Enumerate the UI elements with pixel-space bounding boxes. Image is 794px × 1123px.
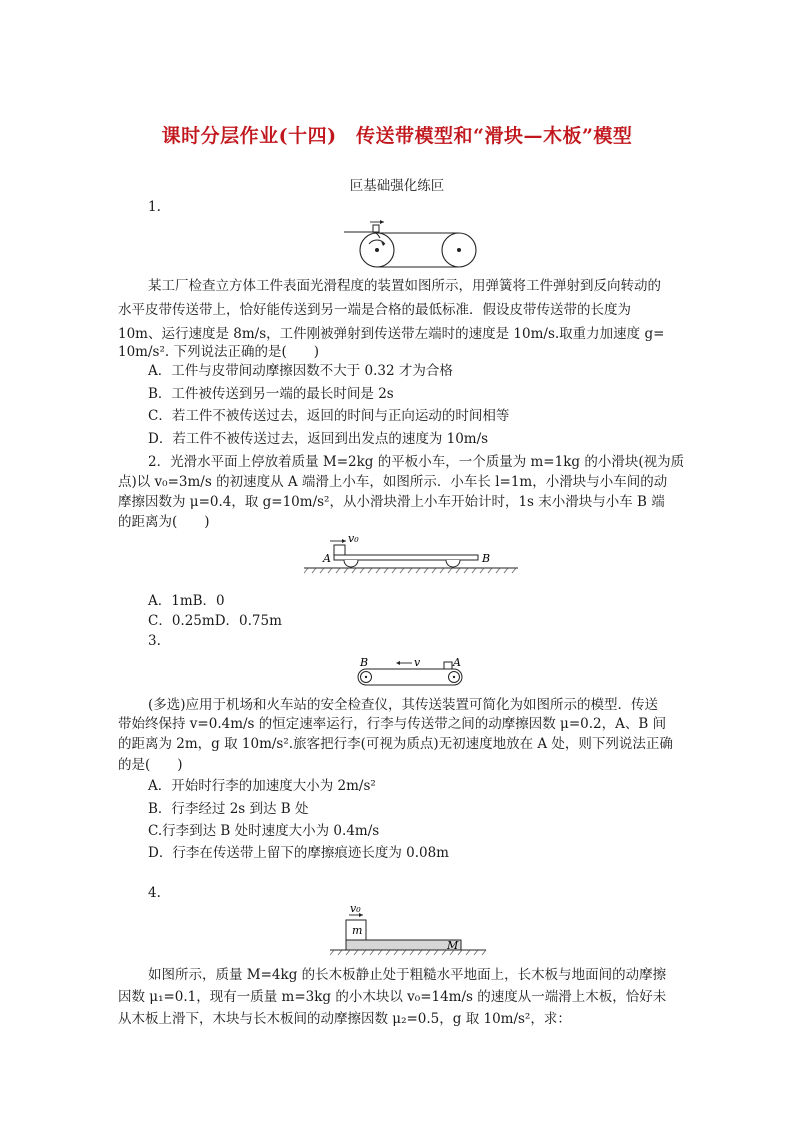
question-3-line-3: 的距离为 2m，g 取 10m/s².旅客把行李(可视为质点)无初速度地放在 A 处，则下列说法正确 xyxy=(118,736,673,752)
question-1-line-1: 某工厂检查立方体工件表面光滑程度的装置如图所示，用弹簧将工件弹射到反向转动的 xyxy=(148,278,661,294)
end-a-label: A xyxy=(323,552,331,565)
conveyor-belt-figure xyxy=(340,218,480,270)
question-3-option-d: D．行李在传送带上留下的摩擦痕迹长度为 0.08m xyxy=(148,845,449,861)
question-1-line-2: 水平皮带传送带上，恰好能传送到另一端是合格的最低标准．假设皮带传送带的长度为 xyxy=(118,302,631,318)
page-title: 课时分层作业(十四) 传送带模型和“滑块—木板”模型 xyxy=(161,125,633,147)
question-3-line-2: 带始终保持 v=0.4m/s 的恒定速率运行，行李与传送带之间的动摩擦因数 μ=0.2，A、B 间 xyxy=(118,716,667,732)
plate-cart-figure xyxy=(304,532,522,580)
question-2-line-4: 的距离为( ) xyxy=(118,514,210,530)
question-2-line-3: 摩擦因数为 μ=0.4，取 g=10m/s²，从小滑块滑上小车开始计时，1s 末小滑块与小车 B 端 xyxy=(118,494,665,510)
question-2-line-2: 点)以 v₀=3m/s 的初速度从 A 端滑上小车，如图所示．小车长 l=1m，小滑块与小车间的动 xyxy=(118,474,668,490)
velocity-label: v₀ xyxy=(350,902,361,915)
question-1-option-a: A．工件与皮带间动摩擦因数不大于 0.32 才为合格 xyxy=(148,363,453,379)
end-a-label: A xyxy=(453,656,461,669)
question-2-options-ab: A．1mB．0 xyxy=(148,593,225,609)
security-conveyor-figure xyxy=(352,654,468,690)
question-4-line-1: 如图所示，质量 M=4kg 的长木板静止处于粗糙水平地面上，长木板与地面间的动摩擦 xyxy=(148,967,667,983)
question-2-line-1: 2．光滑水平面上停放着质量 M=2kg 的平板小车，一个质量为 m=1kg 的小滑块(视为质 xyxy=(148,454,685,470)
section-heading: 叵基础强化练叵 xyxy=(349,178,445,194)
question-1-number: 1. xyxy=(148,199,161,215)
question-3-number: 3. xyxy=(148,633,161,649)
question-3-option-c: C.行李到达 B 处时速度大小为 0.4m/s xyxy=(148,823,380,839)
velocity-label: v xyxy=(414,656,421,669)
end-b-label: B xyxy=(360,656,369,669)
question-4-number: 4. xyxy=(148,885,161,901)
velocity-label: v₀ xyxy=(348,532,359,545)
question-1-option-d: D．若工件不被传送过去，返回到出发点的速度为 10m/s xyxy=(148,431,489,447)
question-3-option-a: A．开始时行李的加速度大小为 2m/s² xyxy=(148,778,376,794)
question-1-option-b: B．工件被传送到另一端的最长时间是 2s xyxy=(148,386,394,402)
question-1-line-3: 10m、运行速度是 8m/s，工件刚被弹射到传送带左端时的速度是 10m/s.取重力加速度 g= xyxy=(118,326,665,342)
end-b-label: B xyxy=(482,552,491,565)
question-3-line-4: 的是( ) xyxy=(118,757,183,773)
question-4-line-3: 从木板上滑下，木块与长木板间的动摩擦因数 μ₂=0.5，g 取 10m/s²，求： xyxy=(118,1011,571,1027)
question-2-options-cd: C．0.25mD．0.75m xyxy=(148,613,282,629)
question-1-line-4: 10m/s². 下列说法正确的是( ) xyxy=(118,344,319,360)
question-3-line-1: (多选)应用于机场和火车站的安全检查仪，其传送装置可简化为如图所示的模型．传送 xyxy=(148,697,659,713)
block-mass-label: m xyxy=(352,924,363,937)
question-3-option-b: B．行李经过 2s 到达 B 处 xyxy=(148,801,309,817)
question-1-option-c: C．若工件不被传送过去，返回的时间与正向运动的时间相等 xyxy=(148,408,510,424)
block-board-figure xyxy=(330,900,490,958)
question-4-line-2: 因数 μ₁=0.1，现有一质量 m=3kg 的小木块以 v₀=14m/s 的速度从一端滑上木板，恰好未 xyxy=(118,989,667,1005)
board-mass-label: M xyxy=(447,939,459,952)
